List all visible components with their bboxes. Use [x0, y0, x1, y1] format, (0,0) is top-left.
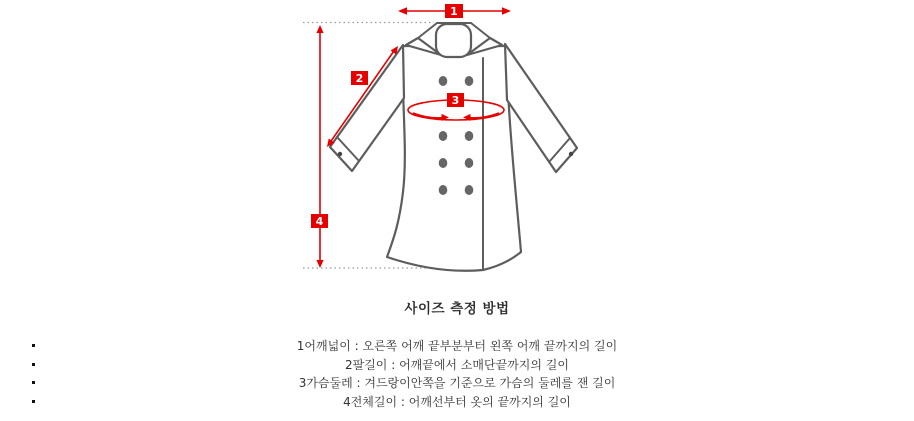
right-sleeve: [505, 44, 577, 172]
arrow-head-down-icon: [316, 260, 323, 268]
measure-total-length: [311, 25, 328, 268]
size-guide-title: 사이즈 측정 방법: [404, 301, 510, 317]
instruction-chest-circumference: 3가슴둘레 : 겨드랑이안쪽을 기준으로 가슴의 둘레를 잰 길이: [0, 374, 914, 393]
button: [465, 185, 474, 195]
marker-4-label: 4: [315, 215, 324, 228]
measure-shoulder-width: [398, 4, 511, 18]
instruction-shoulder-width: 1어깨넓이 : 오른쪽 어깨 끝부분부터 왼쪽 어깨 끝까지의 길이: [0, 337, 914, 356]
instruction-sleeve-length: 2팔길이 : 어깨끝에서 소매단끝까지의 길이: [0, 356, 914, 375]
marker-1-label: 1: [450, 5, 458, 18]
button: [439, 158, 448, 168]
button: [439, 76, 448, 86]
button: [439, 185, 448, 195]
instruction-total-length: 4전체길이 : 어깨선부터 옷의 끝까지의 길이: [0, 393, 914, 412]
button: [465, 131, 474, 141]
arrow-head-up-icon: [316, 25, 323, 33]
right-cuff-button: [569, 152, 573, 156]
coat-body-outline: [387, 46, 521, 271]
marker-3-label: 3: [451, 94, 460, 107]
neck-collar-stand: [436, 24, 471, 57]
button: [439, 131, 448, 141]
button: [465, 76, 474, 86]
measurement-instructions: [0, 337, 914, 411]
arrow-head-right-icon: [502, 7, 511, 15]
arrow-head-left-icon: [398, 7, 407, 15]
coat-drawing: [330, 23, 577, 271]
left-cuff-button: [338, 152, 342, 156]
marker-2-label: 2: [355, 72, 364, 85]
button: [465, 158, 474, 168]
